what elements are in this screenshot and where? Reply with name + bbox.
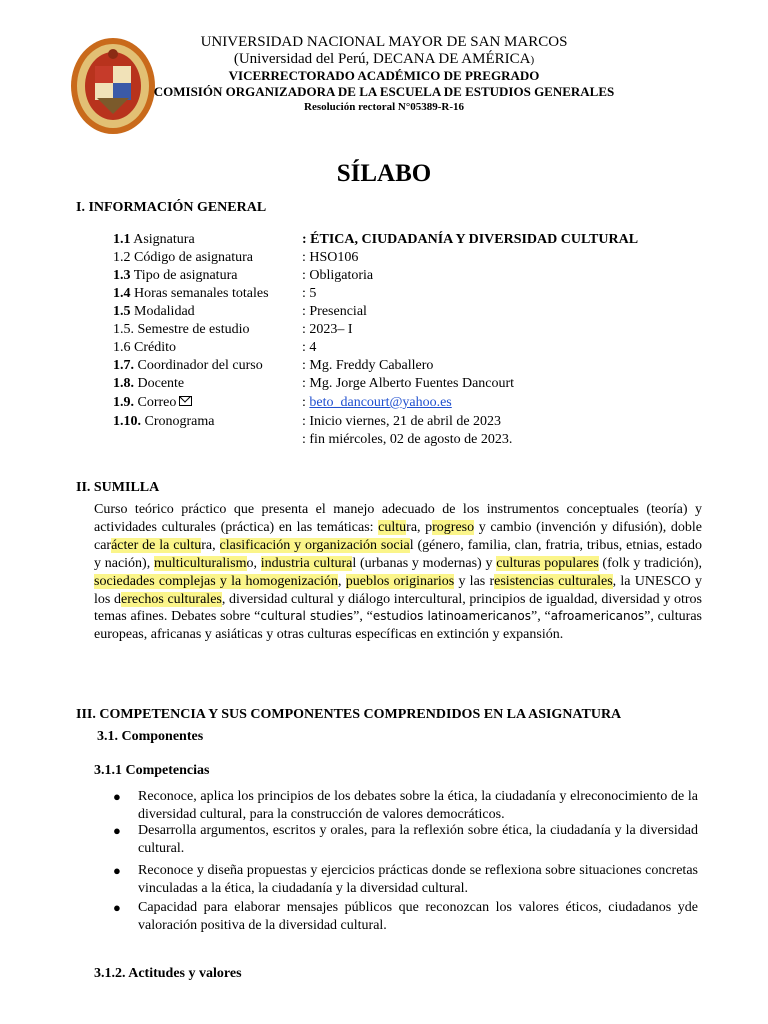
info-value: : Obligatoria	[302, 268, 374, 283]
info-label	[113, 231, 195, 249]
paragraph-text: , diversidad cultural y diálogo intercultural, principios de igualdad, diversidad y otros temas afines. Debates sobre “	[94, 591, 702, 625]
info-label-text: Semestre de estudio	[134, 322, 250, 337]
subsection-components: 3.1. Componentes	[97, 729, 204, 744]
subsection-actitudes: 3.1.2. Actitudes y valores	[94, 966, 242, 981]
info-value: : 2023– I	[302, 322, 353, 337]
info-label-text: Crédito	[130, 340, 176, 355]
section-3-heading: III. COMPETENCIA Y SUS COMPONENTES COMPRENDIDOS EN LA ASIGNATURA	[76, 707, 622, 722]
commission: COMISIÓN ORGANIZADORA DE LA ESCUELA DE ESTUDIOS GENERALES	[153, 84, 615, 99]
highlighted-term: cultu	[378, 519, 407, 535]
highlighted-term: clasificación y organización socia	[219, 537, 410, 553]
info-number: 1.1	[113, 232, 131, 247]
paragraph-text: o,	[246, 555, 261, 571]
info-label	[113, 413, 214, 431]
info-value: : Presencial	[302, 304, 367, 319]
info-label	[113, 357, 263, 375]
paragraph-text: , la UNESCO y los d	[94, 573, 702, 607]
highlighted-term: ácter de la cultu	[111, 537, 202, 553]
highlighted-term: pueblos originarios	[345, 573, 455, 589]
highlighted-term: esistencias culturales	[494, 573, 613, 589]
paragraph-text: (folk y tradición),	[598, 555, 703, 571]
page-title: SÍLABO	[336, 160, 432, 187]
info-number: 1.7.	[113, 358, 134, 373]
paragraph-text: ”, “	[531, 609, 551, 625]
info-value-prefix: :	[302, 395, 310, 410]
paragraph-text: ”, culturas europeas, africanas y asiáticas y otras culturas específicas en extinción y expansión.	[94, 609, 702, 643]
quoted-term: cultural studies	[260, 609, 354, 624]
section-2-heading: II. SUMILLA	[76, 480, 160, 495]
quoted-term: afroamericanos	[550, 609, 645, 624]
paragraph-text: Curso teórico práctico que presenta el manejo adecuado de los instrumentos conceptuales (teoría) y actividades culturales (práctica) en las temáticas:	[94, 502, 702, 535]
info-label	[113, 285, 269, 303]
info-number: 1.4	[113, 286, 131, 301]
highlighted-term: culturas populares	[496, 555, 599, 571]
list-item-text: Desarrolla argumentos, escritos y orales, para la reflexión sobre ética, la ciudadanía y la diversidad cultural.	[138, 823, 698, 856]
paragraph-text: ,	[338, 573, 346, 589]
info-label-text: Código de asignatura	[130, 250, 253, 265]
highlighted-term: industria cultura	[260, 555, 353, 571]
section-1-heading: I. INFORMACIÓN GENERAL	[76, 200, 267, 215]
info-value	[302, 394, 452, 412]
bullet-icon: ●	[113, 789, 121, 804]
info-label-text: Tipo de asignatura	[130, 268, 238, 283]
info-label-text: Asignatura	[130, 232, 195, 247]
email-link[interactable]: beto_dancourt@yahoo.es	[309, 395, 452, 410]
paragraph-text: ra, p	[406, 519, 433, 535]
envelope-icon	[179, 396, 192, 406]
vicerrectorado: VICERRECTORADO ACADÉMICO DE PREGRADO	[228, 68, 540, 83]
info-label	[113, 339, 176, 357]
info-value: : HSO106	[302, 250, 359, 265]
info-number: 1.8.	[113, 376, 134, 391]
paragraph-text: l (género, familia, clan, fratria, tribus, etnias, estado y nación),	[94, 537, 702, 571]
info-label	[113, 249, 253, 267]
info-number: 1.5	[113, 304, 131, 319]
subtitle-text: (Universidad del Perú, DECANA DE AMÉRICA	[233, 51, 531, 67]
bullet-icon: ●	[113, 900, 121, 915]
resolution: Resolución rectoral N°05389-R-16	[304, 101, 464, 113]
info-number: 1.5.	[113, 322, 134, 337]
info-label-text: Docente	[134, 376, 185, 391]
info-label-text: Correo	[134, 395, 177, 410]
info-label-text: Horas semanales totales	[130, 286, 269, 301]
info-number: 1.2	[113, 250, 131, 265]
highlighted-term: erechos culturales	[121, 591, 222, 607]
info-value: : fin miércoles, 02 de agosto de 2023.	[302, 432, 513, 447]
info-label-text: Modalidad	[130, 304, 195, 319]
paragraph-text: ra,	[201, 537, 220, 553]
info-label	[113, 394, 192, 412]
info-value: : Inicio viernes, 21 de abril de 2023	[302, 414, 502, 429]
info-label	[113, 321, 249, 339]
paragraph-text: y cambio (invención y difusión), doble car	[94, 519, 702, 553]
info-value: : 5	[302, 286, 317, 301]
list-item-text: Capacidad para elaborar mensajes públicos que reconozcan los valores éticos, ciudadanos yde valoración positiva de la diversidad cultural.	[138, 900, 698, 933]
university-subtitle	[0, 51, 768, 68]
info-label	[113, 375, 184, 393]
paragraph-text: ”, “	[353, 609, 373, 625]
info-label	[113, 267, 237, 285]
paragraph-text: y las r	[454, 573, 495, 589]
quoted-term: estudios latinoamericanos	[372, 609, 531, 624]
subsection-competencias: 3.1.1 Competencias	[94, 763, 210, 778]
info-label	[113, 303, 195, 321]
info-value: : Mg. Freddy Caballero	[302, 358, 434, 373]
info-label-text: Cronograma	[141, 414, 215, 429]
info-value: : 4	[302, 340, 317, 355]
info-value: : ÉTICA, CIUDADANÍA Y DIVERSIDAD CULTURAL	[302, 232, 639, 247]
paragraph-text: l (urbanas y modernas) y	[352, 555, 497, 571]
highlighted-term: sociedades complejas y la homogenización	[94, 573, 338, 589]
info-label-text: Coordinador del curso	[134, 358, 263, 373]
info-number: 1.10.	[113, 414, 141, 429]
bullet-icon: ●	[113, 863, 121, 878]
info-number: 1.9.	[113, 395, 134, 410]
bullet-icon: ●	[113, 823, 121, 838]
university-name: UNIVERSIDAD NACIONAL MAYOR DE SAN MARCOS	[200, 34, 568, 50]
info-number: 1.3	[113, 268, 131, 283]
subtitle-close: )	[530, 54, 535, 66]
highlighted-term: multiculturalism	[153, 555, 247, 571]
list-item-text: Reconoce, aplica los principios de los debates sobre la ética, la ciudadanía y elreconocimiento de la diversidad cultural, para la construcción de valores democráticos.	[138, 789, 698, 822]
highlighted-term: rogreso	[432, 519, 475, 535]
sumilla-paragraph	[94, 501, 702, 644]
info-value: : Mg. Jorge Alberto Fuentes Dancourt	[302, 376, 515, 391]
info-number: 1.6	[113, 340, 131, 355]
list-item-text: Reconoce y diseña propuestas y ejercicios prácticas donde se reflexiona sobre situaciones concretas vinculadas a la ética, la ciudadanía y la diversidad cultural.	[138, 863, 698, 896]
